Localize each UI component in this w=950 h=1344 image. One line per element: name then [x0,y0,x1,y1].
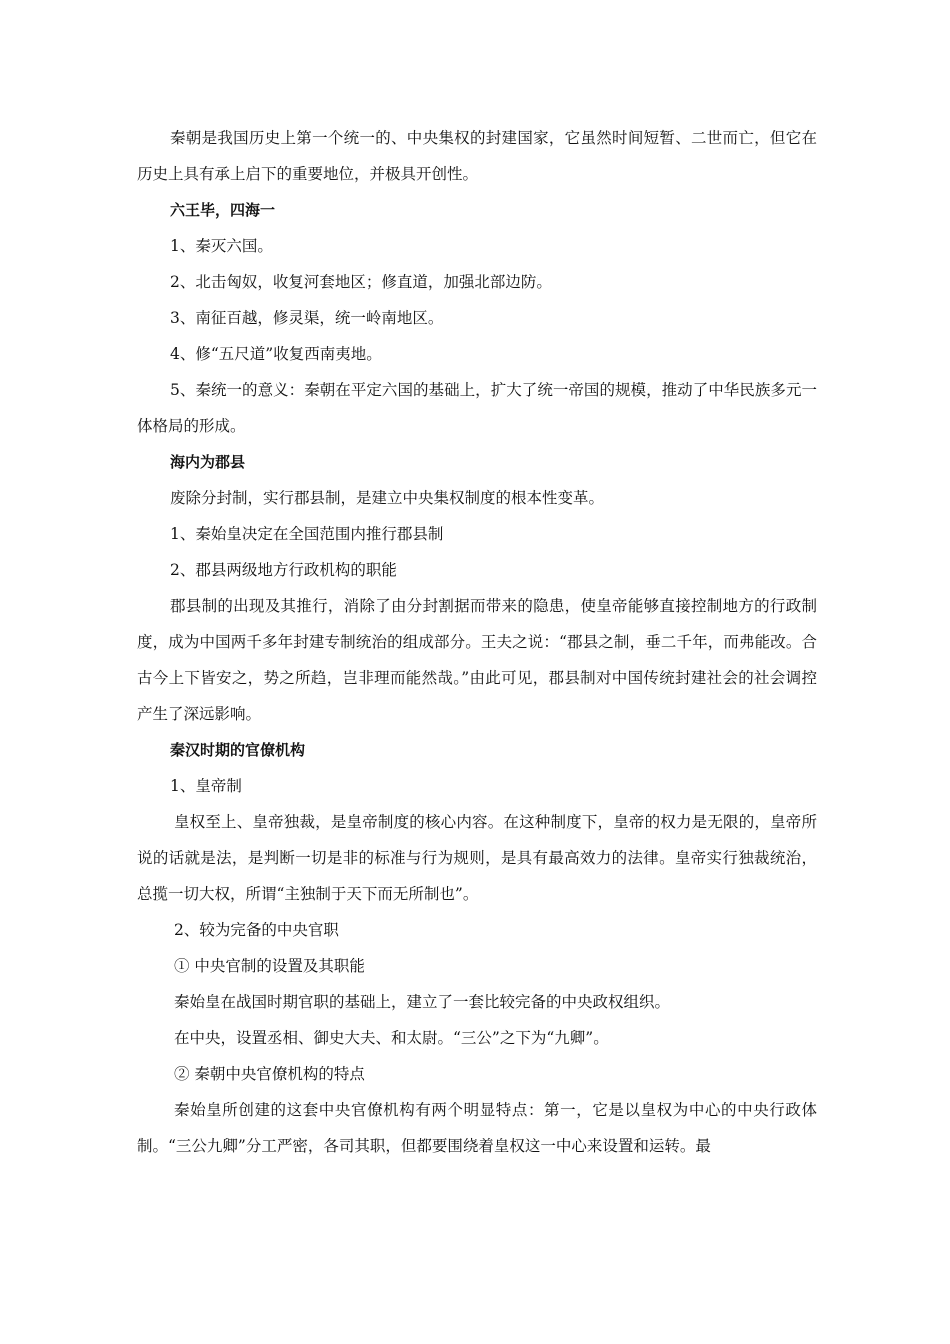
section-heading-unification: 六王毕，四海一 [170,201,276,219]
sub-item: ① 中央官制的设置及其职能 [174,957,365,975]
body-line: 秦始皇在战国时期官职的基础上，建立了一套比较完备的中央政权组织。 [174,993,671,1011]
body-paragraph: 郡县制的出现及其推行，消除了由分封割据而带来的隐患，使皇帝能够直接控制地方的行政制度，成为中国两千多年封建专制统治的组成部分。王夫之说：“郡县之制，垂二千年，而弗能改。合古今上下皆安之，势之所趋，岂非理而能然哉。”由此可见，郡县制对中国传统封建社会的社会调控产生了深远影响。 [137,597,817,723]
section-heading-bureaucracy: 秦汉时期的官僚机构 [170,741,306,759]
list-item: 2、郡县两级地方行政机构的职能 [170,561,397,579]
section-heading-prefectures: 海内为郡县 [170,453,246,471]
list-item: 2、北击匈奴，收复河套地区；修直道，加强北部边防。 [170,273,552,291]
body-line: 在中央，设置丞相、御史大夫、和太尉。“三公”之下为“九卿”。 [174,1029,609,1047]
body-paragraph: 秦始皇所创建的这套中央官僚机构有两个明显特点：第一，它是以皇权为中心的中央行政体制。“三公九卿”分工严密，各司其职，但都要围绕着皇权这一中心来设置和运转。最 [137,1101,817,1155]
list-item: 5、秦统一的意义：秦朝在平定六国的基础上，扩大了统一帝国的规模，推动了中华民族多元一体格局的形成。 [137,381,817,435]
section-lead-paragraph: 废除分封制，实行郡县制，是建立中央集权制度的根本性变革。 [170,489,605,507]
list-item: 4、修“五尺道”收复西南夷地。 [170,345,382,363]
sub-item: ② 秦朝中央官僚机构的特点 [174,1065,365,1083]
list-item: 3、南征百越，修灵渠，统一岭南地区。 [170,309,444,327]
body-paragraph: 皇权至上、皇帝独裁，是皇帝制度的核心内容。在这种制度下，皇帝的权力是无限的，皇帝所说的话就是法，是判断一切是非的标准与行为规则，是具有最高效力的法律。皇帝实行独裁统治，总揽一切大权，所谓“主独制于天下而无所制也”。 [137,813,817,903]
list-item: 1、秦灭六国。 [170,237,273,255]
list-item: 2、较为完备的中央官职 [174,921,339,939]
list-item: 1、皇帝制 [170,777,242,795]
intro-paragraph: 秦朝是我国历史上第一个统一的、中央集权的封建国家，它虽然时间短暂、二世而亡，但它在历史上具有承上启下的重要地位，并极具开创性。 [137,129,817,183]
list-item: 1、秦始皇决定在全国范围内推行郡县制 [170,525,444,543]
document-body [137,120,817,1164]
